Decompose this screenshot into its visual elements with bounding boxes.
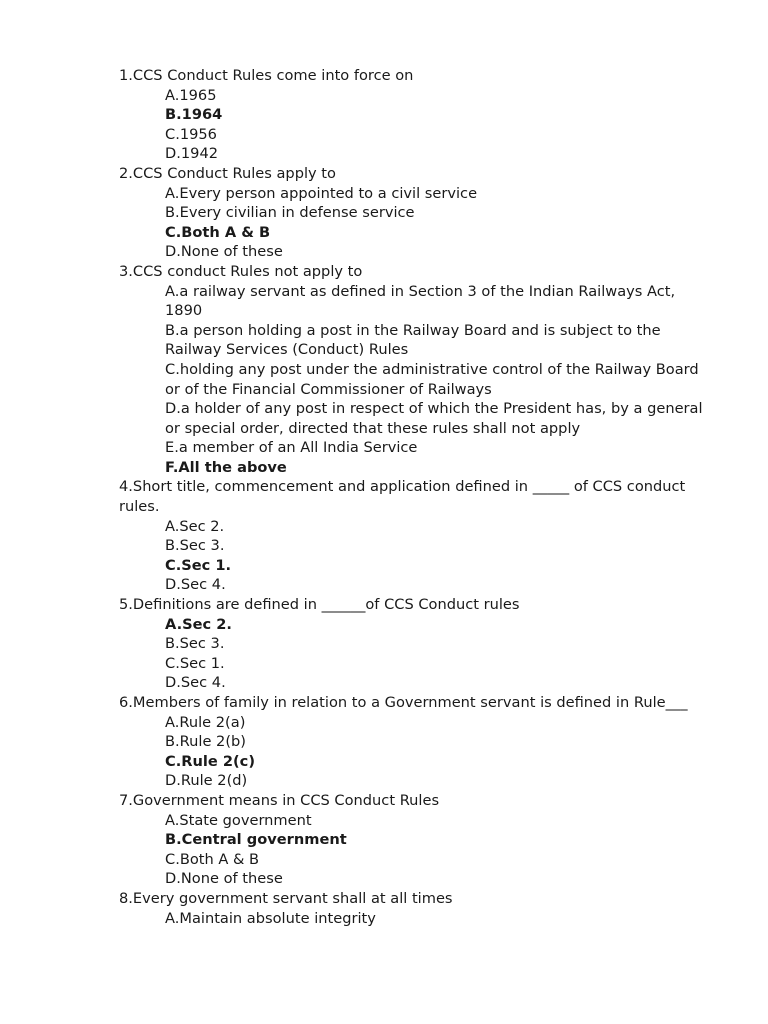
answer-option: B.Every civilian in defense service: [165, 204, 415, 222]
option-list: [119, 615, 709, 693]
answer-option: C.1956: [165, 125, 217, 143]
question-text: 1.CCS Conduct Rules come into force on: [119, 67, 414, 84]
question-text: 3.CCS conduct Rules not apply to: [119, 262, 363, 280]
question-text: 6.Members of family in relation to a Government servant is defined in Rule___: [119, 694, 688, 711]
answer-option: C.Both A & B: [165, 850, 260, 868]
answer-option: D.None of these: [165, 243, 283, 261]
answer-option: A.Maintain absolute integrity: [165, 909, 376, 927]
answer-option: C.holding any post under the administrative control of the Railway Board or of the Financial Commissioner of Railways: [165, 360, 699, 398]
correct-answer-option: A.Sec 2.: [165, 615, 232, 633]
answer-option: A.Sec 2.: [165, 517, 225, 535]
option-list: [119, 713, 709, 791]
question-text: 7.Government means in CCS Conduct Rules: [119, 791, 440, 809]
correct-answer-option: B.1964: [165, 106, 223, 124]
option-list: [119, 86, 709, 164]
question-6: [119, 693, 709, 791]
question-5: [119, 595, 709, 693]
answer-option: A.Rule 2(a): [165, 713, 246, 731]
answer-option: E.a member of an All India Service: [165, 439, 418, 457]
answer-option: A.a railway servant as defined in Section 3 of the Indian Railways Act, 1890: [165, 282, 676, 320]
answer-option: B.Sec 3.: [165, 635, 225, 653]
question-text: 5.Definitions are defined in ______of CCS Conduct rules: [119, 596, 520, 614]
answer-option: B.Sec 3.: [165, 537, 225, 555]
correct-answer-option: F.All the above: [165, 458, 287, 476]
correct-answer-option: C.Both A & B: [165, 223, 271, 241]
option-list: [119, 517, 709, 595]
question-text: 4.Short title, commencement and application defined in _____ of CCS conduct rules.: [119, 478, 686, 516]
question-1: [119, 66, 709, 164]
answer-option: A.State government: [165, 811, 312, 829]
question-8: [119, 889, 709, 928]
answer-option: D.Sec 4.: [165, 674, 226, 692]
document-page: [119, 66, 709, 928]
question-3: [119, 262, 709, 478]
answer-option: D.a holder of any post in respect of which the President has, by a general or special order, directed that these rules shall not apply: [165, 400, 703, 437]
correct-answer-option: C.Sec 1.: [165, 556, 232, 574]
answer-option: A.Every person appointed to a civil service: [165, 184, 478, 202]
question-7: [119, 791, 709, 889]
answer-option: B.Rule 2(b): [165, 733, 246, 751]
answer-option: A.1965: [165, 86, 217, 104]
question-2: [119, 164, 709, 262]
answer-option: C.Sec 1.: [165, 654, 225, 672]
option-list: [119, 909, 709, 929]
option-list: [119, 811, 709, 889]
answer-option: D.Sec 4.: [165, 576, 226, 594]
option-list: [119, 184, 709, 262]
option-list: [119, 282, 709, 478]
answer-option: B.a person holding a post in the Railway Board and is subject to the Railway Services (Conduct) Rules: [165, 321, 661, 359]
answer-option: D.Rule 2(d): [165, 772, 248, 790]
question-text: 2.CCS Conduct Rules apply to: [119, 164, 336, 182]
correct-answer-option: B.Central government: [165, 831, 347, 849]
correct-answer-option: C.Rule 2(c): [165, 752, 256, 770]
answer-option: D.None of these: [165, 870, 283, 888]
question-4: [119, 477, 709, 595]
question-text: 8.Every government servant shall at all times: [119, 889, 453, 907]
answer-option: D.1942: [165, 145, 219, 163]
